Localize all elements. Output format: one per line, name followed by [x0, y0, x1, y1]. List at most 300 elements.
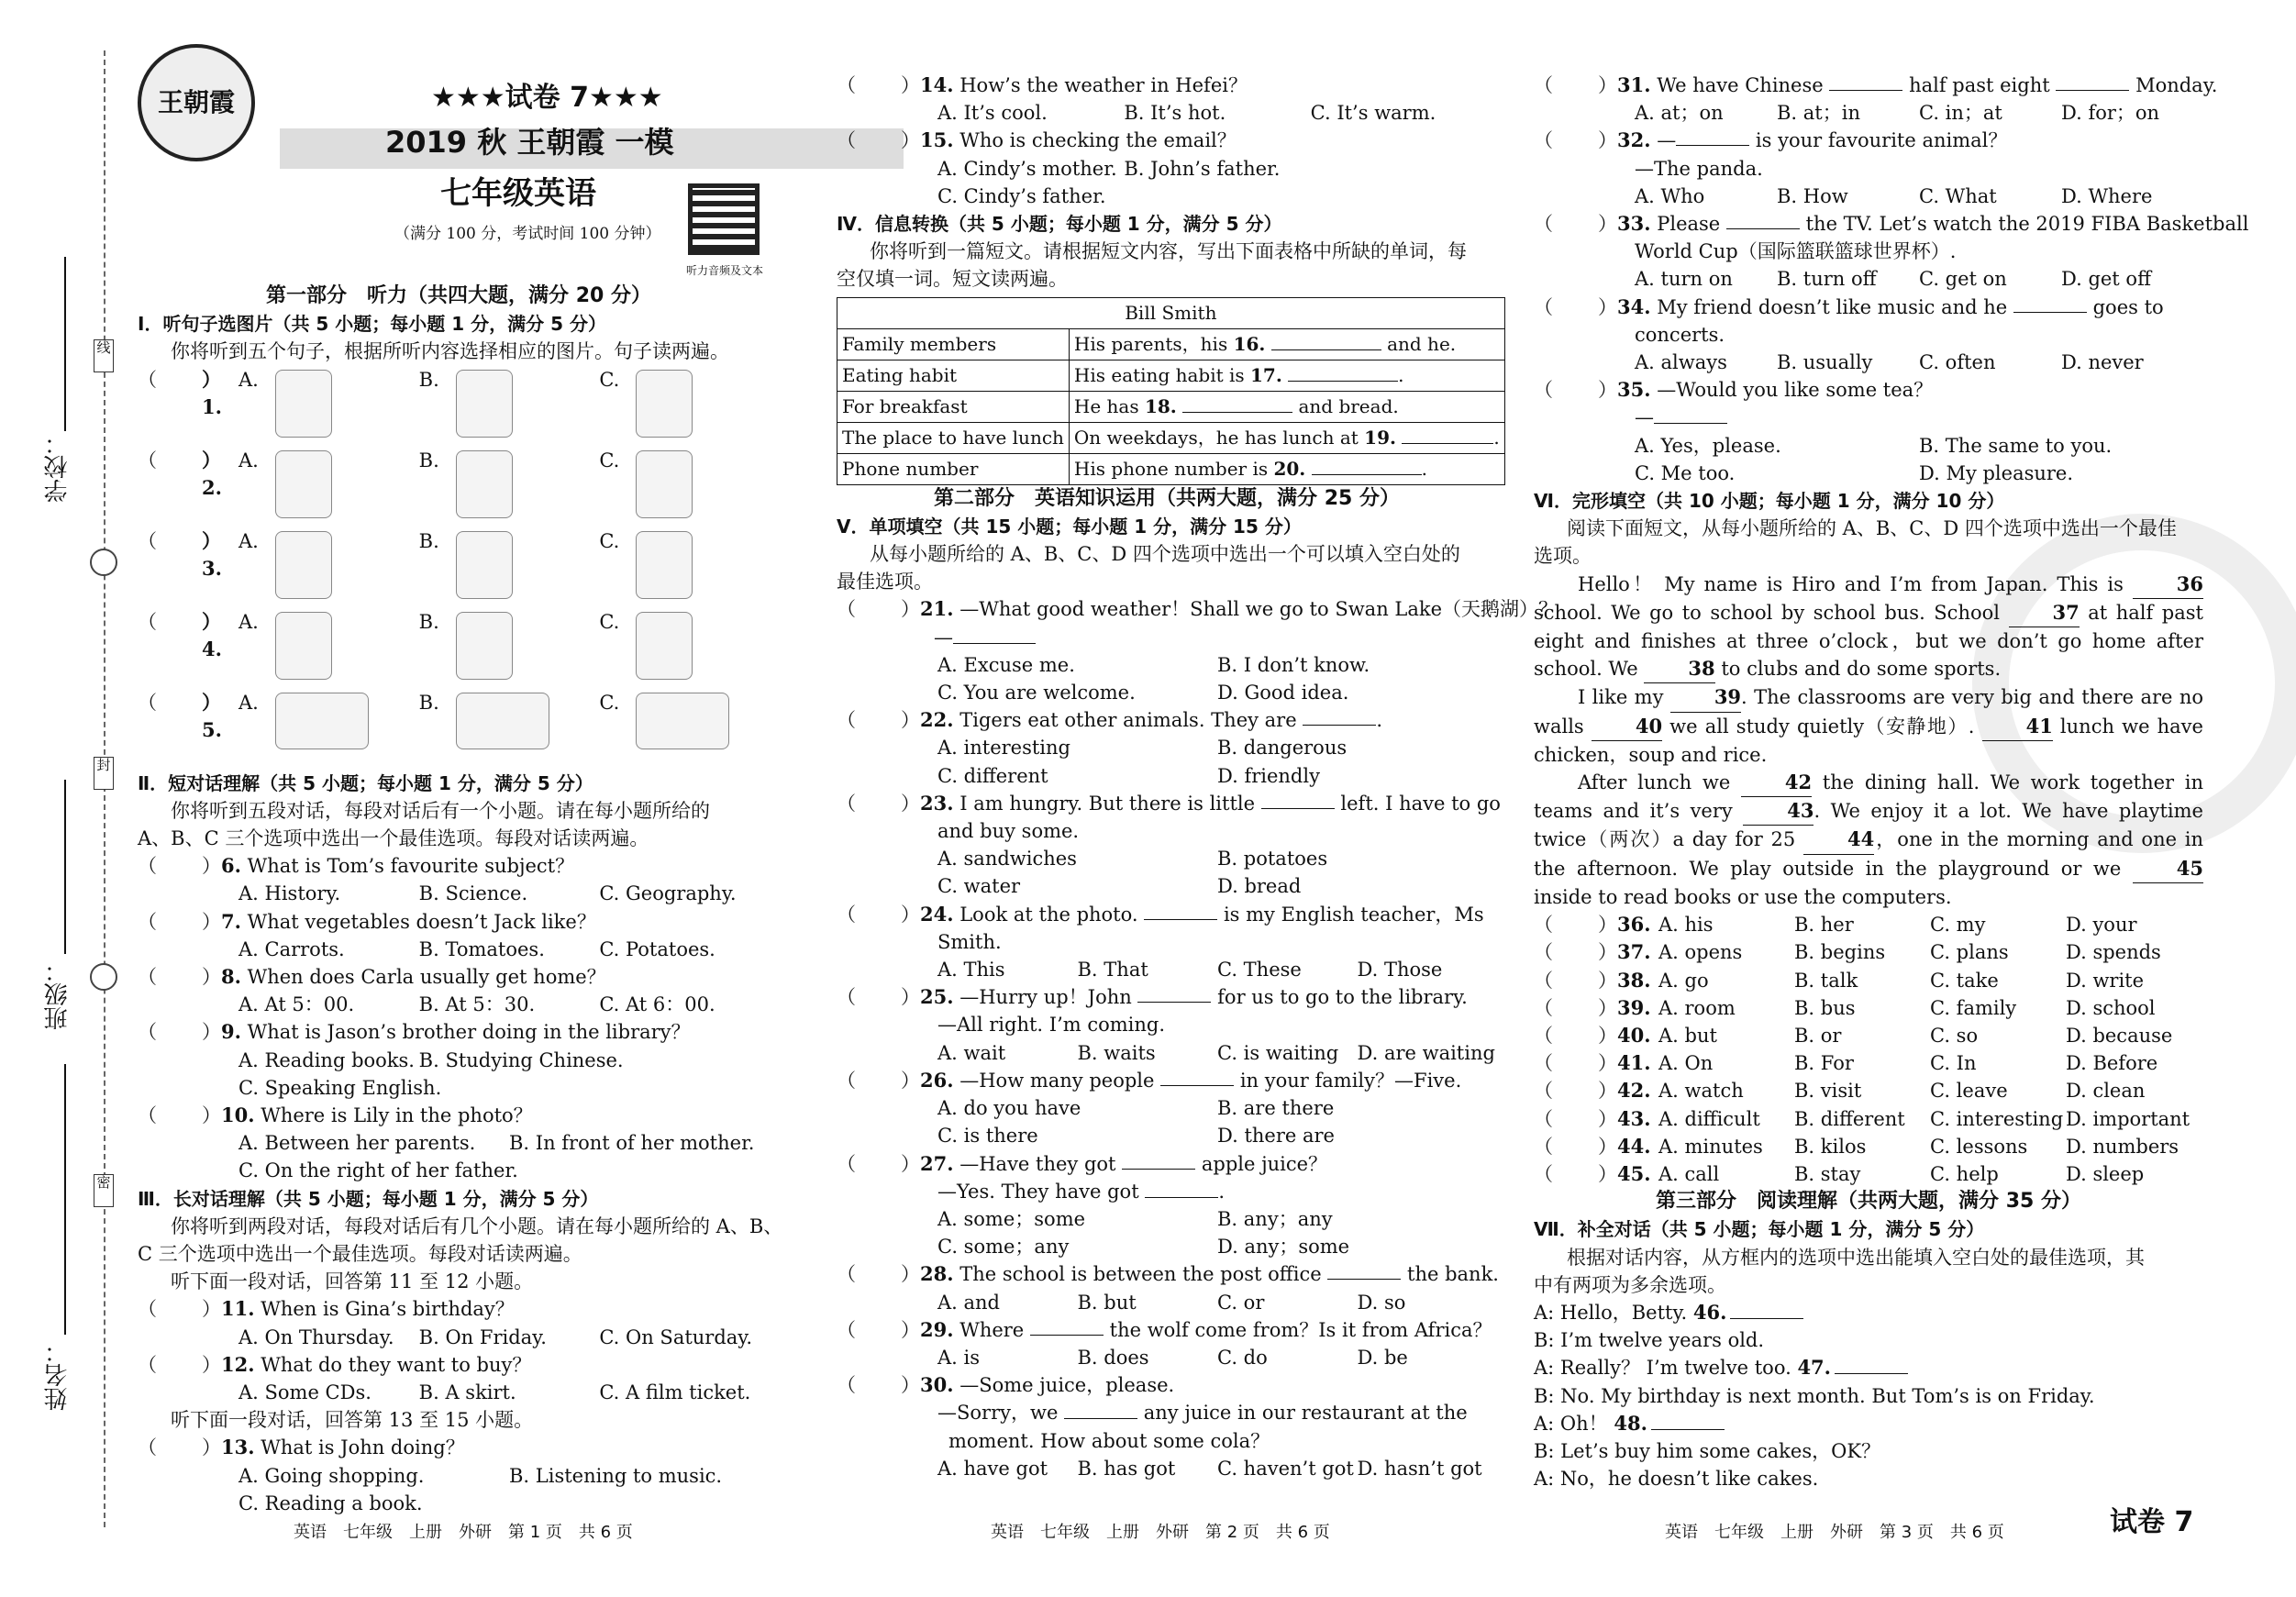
option-c[interactable]: C. These [1217, 959, 1302, 981]
answer-blank[interactable] [1182, 394, 1292, 413]
section2-intro: 你将听到五段对话，每段对话后有一个小题。请在每小题所给的 [171, 799, 710, 822]
cloze-question: （ ） 37. A. opens B. begins C. plans D. spends [1534, 938, 2203, 966]
option-b[interactable]: B. [419, 366, 600, 394]
option-c[interactable]: C. lessons [1930, 1135, 2028, 1158]
option-b[interactable]: B. begins [1794, 941, 1886, 964]
paper-badge: 试卷 7 [2110, 1506, 2194, 1538]
option-c[interactable]: C. On Saturday. [599, 1325, 753, 1348]
option-d[interactable]: D. your [2066, 914, 2137, 937]
water-bottle-picture-icon [456, 531, 513, 599]
section6-intro: 阅读下面短文，从每小题所给的 A、B、C、D 四个选项中选出一个最佳 [1567, 517, 2177, 540]
answer-blank[interactable] [1160, 1067, 1234, 1086]
option-a[interactable]: A. room [1658, 996, 1736, 1019]
option-a[interactable]: A. History. [238, 882, 341, 905]
cloze-options [1534, 911, 2203, 1188]
option-d[interactable]: D. spends [2066, 941, 2161, 964]
option-c[interactable]: C. so [1930, 1024, 1979, 1047]
option-a[interactable]: A. Reading books. [238, 1048, 415, 1071]
passage-text: inside to read books or use the computers. [1534, 885, 1952, 908]
section5-intro: 从每小题所给的 A、B、C、D 四个选项中选出一个可以填入空白处的 [870, 543, 1460, 566]
option-a[interactable]: A. at；on [1635, 102, 1724, 125]
answer-blank[interactable] [1654, 405, 1727, 424]
option-a[interactable]: A. some；some [937, 1207, 1086, 1230]
option-c[interactable]: C. leave [1930, 1080, 2008, 1103]
cloze-blank[interactable]: 36 [2133, 571, 2203, 599]
option-d[interactable]: D. hasn’t got [1357, 1457, 1482, 1480]
panda-picture-icon [456, 370, 513, 438]
seal-mark-xian: 线 [94, 339, 114, 372]
picture-question: （ ）2. A. B. C. [138, 447, 780, 527]
answer-blank[interactable] [953, 625, 1036, 644]
option-d[interactable]: D. be [1357, 1346, 1408, 1369]
skirt-picture-icon [636, 612, 693, 680]
option-b[interactable]: B. dangerous [1217, 737, 1348, 760]
answer-blank[interactable] [1261, 790, 1335, 809]
question-32: （ ） 32 . — is your favourite animal？ —The panda. A. Who B. How C. What D. Where [1534, 127, 2203, 210]
question-number: 44. [1617, 1134, 1651, 1158]
option-c[interactable]: C. Speaking English. [238, 1076, 442, 1099]
option-d[interactable]: D. clean [2066, 1080, 2146, 1103]
cloze-blank[interactable]: 41 [1982, 713, 2053, 741]
cloze-question: （ ） 36. A. his B. her C. my D. your [1534, 911, 2203, 938]
cloze-question: （ ） 41. A. On B. For C. In D. Before [1534, 1049, 2203, 1077]
section3-intro: C 三个选项中选出一个最佳选项。每段对话读两遍。 [138, 1243, 582, 1266]
seal-mark-feng: 封 [94, 757, 114, 790]
answer-blank[interactable] [1064, 1400, 1137, 1419]
option-c[interactable]: C. is there [937, 1125, 1038, 1148]
picture-question: （ ）1. A. B. C. [138, 366, 780, 447]
school-field[interactable] [64, 257, 66, 431]
question-number: 43. [1617, 1106, 1651, 1130]
option-a[interactable]: A. turn on [1635, 268, 1733, 291]
question-34: （ ） 34 . My friend doesn’t like music and he goes to concerts. A. always B. usually C. often D. never [1534, 294, 2203, 377]
option-a[interactable]: A. watch [1658, 1080, 1744, 1103]
question-33: （ ） 33 . Please the TV. Let’s watch the 2019 FIBA Basketball World Cup（国际篮联篮球世界杯）. A. turn on B. turn off C. get on D. get off [1534, 210, 2203, 294]
qr-code-icon[interactable] [688, 183, 760, 255]
option-a[interactable]: A. Carrots. [238, 937, 345, 960]
passage-text: to clubs and do some sports. [1714, 658, 2002, 681]
cloze-blank[interactable]: 43 [1743, 797, 1814, 826]
option-d[interactable]: D. friendly [1217, 764, 1320, 787]
option-c[interactable]: C. take [1930, 969, 1999, 992]
option-d[interactable]: D. bread [1217, 875, 1302, 898]
paper-number: ★★★试卷 7★★★ [431, 82, 663, 114]
option-b[interactable]: B. It’s hot. [1124, 102, 1226, 125]
option-a[interactable]: A. is [937, 1346, 981, 1369]
cloze-question: （ ） 38. A. go B. talk C. take D. write [1534, 967, 2203, 994]
table-row: Phone number His phone number is 20. . [837, 453, 1505, 484]
dialog-line: B: Let’s buy him some cakes，OK？ [1534, 1439, 1881, 1462]
option-a[interactable]: A. his [1658, 914, 1714, 937]
option-a[interactable]: A. call [1658, 1162, 1720, 1185]
option-d[interactable]: D. get off [2061, 268, 2151, 291]
question-26: （ ） 26 . —How many people in your family？—Five. A. do you have B. are there C. is there D. there are [837, 1067, 1497, 1150]
option-c[interactable]: C. haven’t got [1217, 1457, 1354, 1480]
option-a[interactable]: A. It’s cool. [937, 102, 1048, 125]
option-b[interactable]: B. talk [1794, 969, 1858, 992]
teacher-picture-icon [275, 450, 332, 518]
option-a[interactable]: A. and [937, 1291, 1001, 1314]
policeman-picture-icon [456, 450, 513, 518]
option-b[interactable]: B. are there [1217, 1097, 1335, 1120]
section4-intro: 空仅填一词。短文读两遍。 [837, 268, 1068, 291]
question-number: 36. [1617, 913, 1651, 937]
option-b[interactable]: B. any；any [1217, 1207, 1333, 1230]
question-number: ）5. [202, 690, 222, 741]
section6-title: Ⅵ．完形填空（共 10 小题；每小题 1 分，满分 10 分） [1534, 490, 2005, 513]
option-d[interactable]: D. there are [1217, 1125, 1335, 1148]
option-b[interactable]: B. [419, 608, 600, 636]
question-21: （ ） 21 . —What good weather！Shall we go to Swan Lake（天鹅湖）？ — A. Excuse me. B. I don’t know. C. You are welcome. D. Good idea. [837, 595, 1497, 706]
answer-blank[interactable] [2013, 294, 2087, 313]
option-c[interactable]: C. [599, 366, 780, 394]
answer-blank[interactable] [2056, 72, 2129, 91]
option-a[interactable]: A. Excuse me. [937, 653, 1075, 676]
answer-blank[interactable] [1137, 983, 1211, 1003]
seal-mark-mi: 密 [94, 1174, 114, 1207]
cloze-question: （ ） 45. A. call B. stay C. help D. sleep [1534, 1160, 2203, 1188]
option-a[interactable]: A. Yes，please. [1635, 434, 1781, 457]
option-c[interactable]: C. On the right of her father. [238, 1159, 518, 1182]
option-d[interactable]: D. any；some [1217, 1236, 1350, 1259]
part1-title: 第一部分 听力（共四大题，满分 20 分） [266, 284, 651, 307]
answer-blank[interactable] [1271, 331, 1381, 350]
option-b[interactable]: B. [419, 527, 600, 555]
answer-blank[interactable] [1651, 1411, 1725, 1430]
cloze-blank[interactable]: 37 [2009, 599, 2080, 627]
dress-picture-icon [275, 612, 332, 680]
class-label: 班级： [44, 959, 72, 1030]
picture-question: （ ）5. A. B. C. [138, 689, 780, 770]
option-b[interactable]: B. waits [1077, 1041, 1156, 1064]
dialog-lead: 听下面一段对话，回答第 13 至 15 小题。 [171, 1409, 534, 1432]
option-a[interactable]: A. [238, 366, 419, 394]
question-7: （ ） 7 . What vegetables doesn’t Jack like？ A. Carrots. B. Tomatoes. C. Potatoes. [138, 908, 780, 963]
cloze-blank[interactable]: 39 [1670, 683, 1741, 712]
answer-blank[interactable] [1829, 72, 1902, 91]
option-c[interactable]: C. get on [1919, 268, 2007, 291]
answer-blank[interactable] [1327, 1260, 1401, 1280]
question-12: （ ） 12 . What do they want to buy？ A. Some CDs. B. A skirt. C. A film ticket. [138, 1351, 780, 1406]
option-d[interactable]: D. Before [2066, 1052, 2158, 1075]
cook-picture-icon [636, 450, 693, 518]
option-b[interactable]: B. Listening to music. [509, 1464, 723, 1487]
option-a[interactable]: A. Some CDs. [238, 1381, 372, 1404]
option-b[interactable]: B. potatoes [1217, 848, 1328, 871]
cloze-blank[interactable]: 44 [1803, 826, 1874, 854]
passage-text: . The classrooms are very big and there are no walls [1534, 686, 2203, 738]
section5-title: Ⅴ．单项填空（共 15 小题；每小题 1 分，满分 15 分） [837, 515, 1302, 538]
answer-blank[interactable] [1145, 1179, 1218, 1198]
option-d[interactable]: D. are waiting [1357, 1041, 1495, 1064]
question-number: 38. [1617, 968, 1651, 992]
question-15: （ ） 15 . Who is checking the email？ A. Cindy’s mother. B. John’s father. C. Cindy’s father. [837, 127, 1497, 210]
tiger-picture-icon [275, 370, 332, 438]
dialog-lead: 听下面一段对话，回答第 11 至 12 小题。 [171, 1270, 534, 1293]
option-c[interactable]: C. is waiting [1217, 1041, 1339, 1064]
exam-title: 2019 秋 王朝霞 一模 [385, 125, 674, 160]
question-10: （ ） 10 . Where is Lily in the photo？ A. Between her parents. B. In front of her mother. C. On the right of her father. [138, 1102, 780, 1185]
table-row: Eating habit His eating habit is 17. . [837, 360, 1505, 391]
option-c[interactable]: C. some；any [937, 1236, 1070, 1259]
question-6: （ ） 6 . What is Tom’s favourite subject？ A. History. B. Science. C. Geography. [138, 852, 780, 907]
option-c[interactable]: C. A film ticket. [599, 1381, 751, 1404]
page-1 [138, 0, 783, 1517]
option-b[interactable]: B. [419, 447, 600, 474]
section4-intro: 你将听到一篇短文。请根据短文内容，写出下面表格中所缺的单词，每 [870, 240, 1467, 263]
answer-blank[interactable] [1676, 127, 1749, 146]
option-a[interactable]: A. Between her parents. [238, 1132, 476, 1155]
question-35: （ ） 35 . —Would you like some tea？ — A. Yes，please. B. The same to you. C. Me too. D. My pleasure. [1534, 376, 2203, 487]
option-c[interactable]: C. interesting [1930, 1107, 2064, 1130]
class-field[interactable] [64, 780, 66, 954]
option-b[interactable]: B. [419, 689, 600, 716]
answer-blank[interactable] [1835, 1355, 1908, 1374]
dialog-line: B: No. My birthday is next month. But Tom’s is on Friday. [1534, 1384, 2095, 1407]
cloze-question: （ ） 42. A. watch B. visit C. leave D. clean [1534, 1077, 2203, 1104]
option-a[interactable]: A. do you have [937, 1097, 1081, 1120]
question-number: 40. [1617, 1023, 1651, 1047]
question-8: （ ） 8 . When does Carla usually get home？ A. At 5：00. B. At 5：30. C. At 6：00. [138, 963, 780, 1018]
question-number: ）3. [202, 528, 222, 580]
section2-title: Ⅱ．短对话理解（共 5 小题；每小题 1 分，满分 5 分） [138, 771, 593, 794]
option-d[interactable]: D. numbers [2066, 1135, 2180, 1158]
option-a[interactable]: A. sandwiches [937, 848, 1077, 871]
option-c[interactable]: C. water [937, 875, 1021, 898]
option-b[interactable]: B. her [1794, 914, 1854, 937]
section7-intro: 中有两项为多余选项。 [1534, 1273, 1726, 1296]
option-d[interactable]: D. Those [1357, 959, 1443, 981]
cloze-blank[interactable]: 38 [1644, 655, 1714, 683]
option-c[interactable]: C. Cindy’s father. [937, 184, 1106, 207]
answer-blank[interactable] [1144, 901, 1217, 920]
option-b[interactable]: B. kilos [1794, 1135, 1867, 1158]
passage-text: ，one in the morning and one in the afternoon. We play outside in the playground or we [1534, 828, 2203, 880]
option-a[interactable]: A. On Thursday. [238, 1325, 394, 1348]
giraffe-picture-icon [636, 370, 693, 438]
picture-question: （ ）3. A. B. C. [138, 527, 780, 608]
picture-question: （ ）4. A. B. C. [138, 608, 780, 689]
option-b[interactable]: B. has got [1077, 1457, 1176, 1480]
section3-intro: 你将听到两段对话，每段对话后有几个小题。请在每小题所给的 A、B、 [171, 1214, 783, 1237]
option-d[interactable]: D. never [2061, 351, 2144, 374]
question-13: （ ） 13 . What is John doing？ A. Going shopping. B. Listening to music. C. Reading a book. [138, 1434, 780, 1517]
option-b[interactable]: B. does [1077, 1346, 1149, 1369]
option-c[interactable]: C. help [1930, 1162, 1999, 1185]
option-c[interactable]: C. You are welcome. [937, 682, 1136, 704]
question-27: （ ） 27 . —Have they got apple juice？ —Yes. They have got . A. some；some B. any；any C. some；any D. any；some [837, 1150, 1497, 1261]
option-c[interactable]: C. [599, 447, 780, 474]
option-c[interactable]: C. my [1930, 914, 1986, 937]
section6-intro: 选项。 [1534, 545, 1592, 568]
answer-blank[interactable] [1303, 706, 1376, 726]
option-a[interactable]: A. Cindy’s mother. [937, 157, 1117, 180]
tshirt-picture-icon [456, 612, 513, 680]
subject-title: 七年级英语 [440, 175, 596, 212]
option-c[interactable]: C. in；at [1919, 102, 2002, 125]
option-b[interactable]: B. Science. [418, 882, 528, 905]
option-d[interactable]: D. because [2066, 1024, 2173, 1047]
passage-text: After lunch we [1578, 771, 1741, 794]
cloze-question: （ ） 39. A. room B. bus C. family D. school [1534, 994, 2203, 1022]
option-b[interactable]: B. In front of her mother. [509, 1132, 755, 1155]
question-22: （ ） 22 . Tigers eat other animals. They are . A. interesting B. dangerous C. different D. friendly [837, 706, 1497, 790]
question-9: （ ） 9 . What is Jason’s brother doing in the library？ A. Reading books. B. Studying Chinese. C. Speaking English. [138, 1018, 780, 1102]
option-a[interactable]: A. [238, 447, 419, 474]
option-a[interactable]: A. [238, 608, 419, 636]
option-a[interactable]: A. wait [937, 1041, 1006, 1064]
option-d[interactable]: D. important [2066, 1107, 2191, 1130]
option-c[interactable]: C. Geography. [599, 882, 737, 905]
option-b[interactable]: B. A skirt. [418, 1381, 516, 1404]
name-field[interactable] [64, 1064, 66, 1335]
option-b[interactable]: B. I don’t know. [1217, 653, 1370, 676]
passage-text: at half past eight and finishes at three o’clock，but we don’t go home after school. We [1534, 601, 2203, 681]
answer-blank[interactable] [1312, 456, 1422, 475]
answer-blank[interactable] [1288, 362, 1398, 382]
section7-title: Ⅶ．补全对话（共 5 小题；每小题 1 分，满分 5 分） [1534, 1218, 1985, 1241]
passage-paragraph [1534, 571, 2203, 684]
passage-text: Hello！ My name is Hiro and I’m from Japan. This is [1578, 572, 2133, 595]
option-a[interactable]: A. [238, 689, 419, 716]
answer-blank[interactable] [1030, 1316, 1104, 1336]
option-c[interactable]: C. In [1930, 1052, 1977, 1075]
question-number: 45. [1617, 1161, 1651, 1185]
option-a[interactable]: A. always [1635, 351, 1727, 374]
option-b[interactable]: B. Studying Chinese. [418, 1048, 624, 1071]
option-a[interactable]: A. difficult [1658, 1107, 1760, 1130]
option-c[interactable]: C. [599, 689, 780, 716]
page-footer: 英语 七年级 上册 外研 第 3 页 共 6 页 [1665, 1523, 2004, 1542]
score-info: （满分 100 分，考试时间 100 分钟） [394, 225, 661, 243]
passage-paragraph [1534, 769, 2203, 911]
option-a[interactable]: A. go [1658, 969, 1709, 992]
option-a[interactable]: A. At 5：00. [238, 993, 355, 1016]
option-a[interactable]: A. Who [1635, 184, 1705, 207]
cloze-blank[interactable]: 42 [1741, 769, 1812, 797]
passage-text: we all study quietly（安静地）. [1662, 715, 1982, 738]
option-c[interactable]: C. family [1930, 996, 2017, 1019]
option-b[interactable]: B. Tomatoes. [418, 937, 545, 960]
option-c[interactable]: C. Potatoes. [599, 937, 715, 960]
name-label: 姓名： [44, 1339, 72, 1411]
answer-blank[interactable] [1402, 425, 1493, 444]
cloze-blank[interactable]: 40 [1592, 713, 1662, 741]
option-a[interactable]: A. opens [1658, 941, 1743, 964]
option-b[interactable]: B. visit [1794, 1080, 1862, 1103]
option-b[interactable]: B. usually [1777, 351, 1873, 374]
option-c[interactable]: C. do [1217, 1346, 1268, 1369]
cloze-question: （ ） 44. A. minutes B. kilos C. lessons D. numbers [1534, 1133, 2203, 1160]
option-a[interactable]: A. have got [937, 1457, 1048, 1480]
question-number: 39. [1617, 995, 1651, 1019]
option-b[interactable]: B. different [1794, 1107, 1905, 1130]
option-d[interactable]: D. sleep [2066, 1162, 2145, 1185]
option-a[interactable]: A. minutes [1658, 1135, 1763, 1158]
question-23: （ ） 23 . I am hungry. But there is little left. I have to go and buy some. A. sandwiches B. potatoes C. water D. bread [837, 790, 1497, 901]
option-d[interactable]: D. school [2066, 996, 2156, 1019]
cloze-question: （ ） 43. A. difficult B. different C. interesting D. important [1534, 1105, 2203, 1133]
answer-blank[interactable] [1730, 1300, 1803, 1319]
option-a[interactable]: A. [238, 527, 419, 555]
binding-margin [0, 0, 128, 1597]
option-d[interactable]: D. My pleasure. [1919, 461, 2074, 484]
option-b[interactable]: B. How [1777, 184, 1848, 207]
option-c[interactable]: C. Me too. [1635, 461, 1736, 484]
option-a[interactable]: A. On [1658, 1052, 1714, 1075]
option-d[interactable]: D. Good idea. [1217, 682, 1349, 704]
section2-intro: A、B、C 三个选项中选出一个最佳选项。每段对话读两遍。 [138, 827, 649, 850]
answer-blank[interactable] [1726, 210, 1800, 229]
option-b[interactable]: B. at；in [1777, 102, 1860, 125]
option-b[interactable]: B. stay [1794, 1162, 1861, 1185]
info-table [837, 297, 1505, 485]
option-c[interactable]: C. At 6：00. [599, 993, 715, 1016]
option-a[interactable]: A. interesting [937, 737, 1070, 760]
option-b[interactable]: B. For [1794, 1052, 1854, 1075]
option-d[interactable]: D. so [1357, 1291, 1406, 1314]
option-d[interactable]: D. write [2066, 969, 2145, 992]
option-b[interactable]: B. or [1794, 1024, 1842, 1047]
page-3 [1534, 72, 2249, 1492]
option-b[interactable]: B. That [1077, 959, 1148, 981]
section5-intro: 最佳选项。 [837, 571, 933, 593]
option-b[interactable]: B. John’s father. [1124, 157, 1281, 180]
option-c[interactable]: C. Reading a book. [238, 1492, 423, 1514]
question-25: （ ） 25 . —Hurry up！John for us to go to the library. —All right. I’m coming. A. wait B. waits C. is waiting D. are waiting [837, 983, 1497, 1067]
option-b[interactable]: B. turn off [1777, 268, 1877, 291]
table-row: Family members His parents，his 16. and he. [837, 328, 1505, 360]
option-c[interactable]: C. [599, 527, 780, 555]
option-c[interactable]: C. different [937, 764, 1048, 787]
option-b[interactable]: B. At 5：30. [418, 993, 536, 1016]
option-c[interactable]: C. [599, 608, 780, 636]
option-c[interactable]: C. It’s warm. [1310, 102, 1436, 125]
question-30: （ ） 30 . —Some juice，please. —Sorry，we any juice in our restaurant at the moment. How about some cola？ A. have got B. has got C. haven’t got D. hasn’t got [837, 1371, 1497, 1482]
cloze-blank[interactable]: 45 [2133, 855, 2203, 883]
question-number: 37. [1617, 940, 1651, 964]
passage-text: the dining hall. We work together in teams and it’s very [1534, 771, 2203, 823]
option-b[interactable]: B. bus [1794, 996, 1856, 1019]
option-d[interactable]: D. Where [2061, 184, 2153, 207]
option-b[interactable]: B. The same to you. [1919, 434, 2113, 457]
page-footer: 英语 七年级 上册 外研 第 2 页 共 6 页 [991, 1523, 1330, 1542]
picture-questions [138, 366, 780, 770]
option-b[interactable]: B. On Friday. [418, 1325, 547, 1348]
tea-cup-picture-icon [275, 531, 332, 599]
option-b[interactable]: B. but [1077, 1291, 1137, 1314]
option-c[interactable]: C. or [1217, 1291, 1265, 1314]
option-d[interactable]: D. for；on [2061, 102, 2160, 125]
punch-hole-icon [90, 963, 117, 991]
page-footer: 英语 七年级 上册 外研 第 1 页 共 6 页 [294, 1523, 633, 1542]
option-c[interactable]: C. plans [1930, 941, 2009, 964]
question-28: （ ） 28 . The school is between the post office the bank. A. and B. but C. or D. so [837, 1260, 1497, 1315]
answer-blank[interactable] [1122, 1150, 1195, 1170]
option-a[interactable]: A. Going shopping. [238, 1464, 425, 1487]
option-a[interactable]: A. but [1658, 1024, 1717, 1047]
dialog-line: A: Oh！ 48. [1534, 1410, 2203, 1437]
section7-intro: 根据对话内容，从方框内的选项中选出能填入空白处的最佳选项，其 [1567, 1246, 2145, 1269]
option-c[interactable]: C. often [1919, 351, 1996, 374]
passage-text: lunch we have chicken，soup and rice. [1534, 715, 2203, 766]
family-dinner-picture-icon [636, 693, 729, 749]
option-c[interactable]: C. What [1919, 184, 1997, 207]
question-24: （ ） 24 . Look at the photo. is my English teacher，Ms Smith. A. This B. That C. These D. Those [837, 901, 1497, 984]
question-11: （ ） 11 . When is Gina’s birthday？ A. On Thursday. B. On Friday. C. On Saturday. [138, 1295, 780, 1350]
dialog-line: A: Really？ I’m twelve too. 47. [1534, 1354, 2203, 1381]
option-a[interactable]: A. This [937, 959, 1005, 981]
